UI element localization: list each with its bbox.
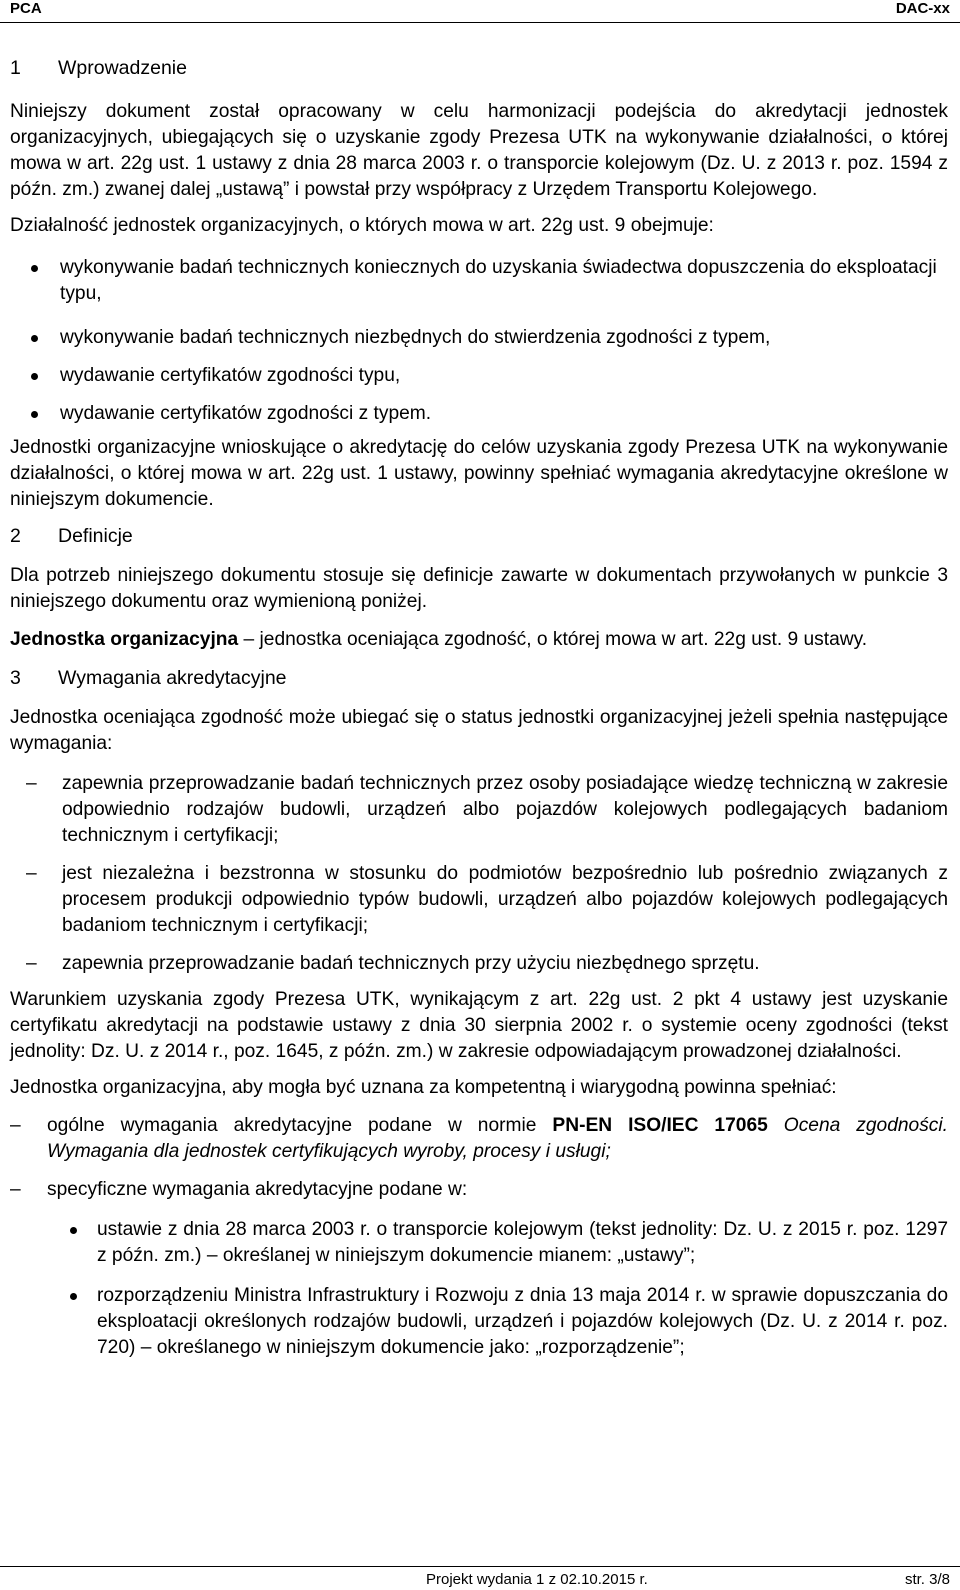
dash-icon: –: [10, 1179, 21, 1200]
section-3-heading: 3 Wymagania akredytacyjne: [10, 667, 287, 689]
dash-icon: –: [10, 1115, 21, 1136]
list-item: wykonywanie badań technicznych niezbędnych do stwierdzenia zgodności z typem,: [10, 325, 948, 351]
footer-edition: Projekt wydania 1 z 02.10.2015 r.: [426, 1571, 648, 1588]
section-1-heading: 1 Wprowadzenie: [10, 57, 187, 79]
paragraph: Jednostki organizacyjne wnioskujące o akredytację do celów uzyskania zgody Prezesa UTK na wykonywanie działalności, o której mowa w art. 22g ust. 1 ustawy, powinny spełniać wymagania akredytacyjne określone w niniejszym dokumencie.: [10, 437, 948, 510]
page-footer: [0, 1566, 960, 1590]
header-right: DAC-xx: [895, 0, 950, 17]
definition: Jednostka organizacyjna – jednostka oceniająca zgodność, o której mowa w art. 22g ust. 9 ustawy.: [10, 629, 868, 650]
list-item: – jest niezależna i bezstronna w stosunku do podmiotów bezpośrednio lub pośrednio związanych z procesem produkcji odpowiednio typów budowli, urządzeń albo pojazdów kolejowych podlegających badaniom technicznym i certyfikacji;: [26, 863, 948, 936]
page-header: [0, 0, 960, 23]
page-number: str. 3/8: [904, 1571, 950, 1588]
definition-term: Jednostka organizacyjna: [10, 629, 239, 650]
list-item: – zapewnia przeprowadzanie badań technicznych przez osoby posiadające wiedzę techniczną w zakresie odpowiednio rodzajów budowli, urządzeń albo pojazdów kolejowych podlegających badaniom technicznym i certyfikacji;: [26, 773, 948, 846]
list-item: – ogólne wymagania akredytacyjne podane w normie PN-EN ISO/IEC 17065 Ocena zgodności. Wymagania dla jednostek certyfikujących wyroby, procesy i usługi;: [10, 1115, 948, 1162]
list-item: wydawanie certyfikatów zgodności typu,: [10, 363, 948, 389]
list-item: wykonywanie badań technicznych koniecznych do uzyskania świadectwa dopuszczenia do eksploatacji typu,: [10, 255, 948, 307]
list-item: wydawanie certyfikatów zgodności z typem.: [10, 401, 948, 427]
list-item: ustawie z dnia 28 marca 2003 r. o transporcie kolejowym (tekst jednolity: Dz. U. z 2015 r. poz. 1297 z późn. zm.) – określanej w niniejszym dokumencie mianem: „ustawy”;: [10, 1217, 948, 1269]
bullet-icon: [31, 335, 38, 342]
paragraph: Jednostka organizacyjna, aby mogła być uznana za kompetentną i wiarygodną powinna spełniać:: [10, 1077, 837, 1098]
bullet-icon: [31, 411, 38, 418]
list-item: rozporządzeniu Ministra Infrastruktury i Rozwoju z dnia 13 maja 2014 r. w sprawie dopuszczania do eksploatacji określonych rodzajów budowli, urządzeń i pojazdów kolejowych (Dz. U. z 2014 r. poz. 720) – określanego w niniejszym dokumencie jako: „rozporządzenie”;: [10, 1283, 948, 1361]
paragraph: Niniejszy dokument został opracowany w celu harmonizacji podejścia do akredytacji jednostek organizacyjnych, ubiegających się o uzyskanie zgody Prezesa UTK na wykonywanie działalności, o której mowa w art. 22g ust. 1 ustawy z dnia 28 marca 2003 r. o transporcie kolejowym (Dz. U. z 2013 r. poz. 1594 z późn. zm.) zwanej dalej „ustawą” i powstał przy współpracy z Urzędem Transportu Kolejowego.: [10, 101, 948, 200]
list-item: – specyficzne wymagania akredytacyjne podane w:: [10, 1177, 948, 1203]
dash-icon: –: [26, 953, 37, 974]
bullet-icon: [31, 373, 38, 380]
paragraph: Warunkiem uzyskania zgody Prezesa UTK, wynikającym z art. 22g ust. 2 pkt 4 ustawy jest uzyskanie certyfikatu akredytacji na podstawie ustawy z dnia 30 sierpnia 2002 r. o systemie oceny zgodności (tekst jednolity: Dz. U. z 2014 r., poz. 1645, z późn. zm.) w zakresie odpowiadającym prowadzonej działalności.: [10, 989, 948, 1062]
bullet-icon: [31, 265, 38, 272]
dash-icon: –: [26, 863, 37, 884]
document-body: [10, 55, 948, 1361]
dash-list: [10, 771, 948, 977]
bullet-icon: [70, 1293, 77, 1300]
list-item: – zapewnia przeprowadzanie badań technicznych przy użyciu niezbędnego sprzętu.: [10, 951, 948, 977]
paragraph: Jednostka oceniająca zgodność może ubiegać się o status jednostki organizacyjnej jeżeli spełnia następujące wymagania:: [10, 707, 948, 754]
requirement-list: [10, 1113, 948, 1203]
paragraph: Działalność jednostek organizacyjnych, o których mowa w art. 22g ust. 9 obejmuje:: [10, 215, 714, 236]
paragraph: Dla potrzeb niniejszego dokumentu stosuje się definicje zawarte w dokumentach przywołanych w punkcie 3 niniejszego dokumentu oraz wymienioną poniżej.: [10, 565, 948, 612]
bullet-list: [10, 255, 948, 427]
section-2-heading: 2 Definicje: [10, 525, 133, 547]
dash-icon: –: [26, 773, 37, 794]
header-left: PCA: [10, 0, 42, 17]
bullet-icon: [70, 1227, 77, 1234]
sub-bullet-list: [10, 1217, 948, 1361]
